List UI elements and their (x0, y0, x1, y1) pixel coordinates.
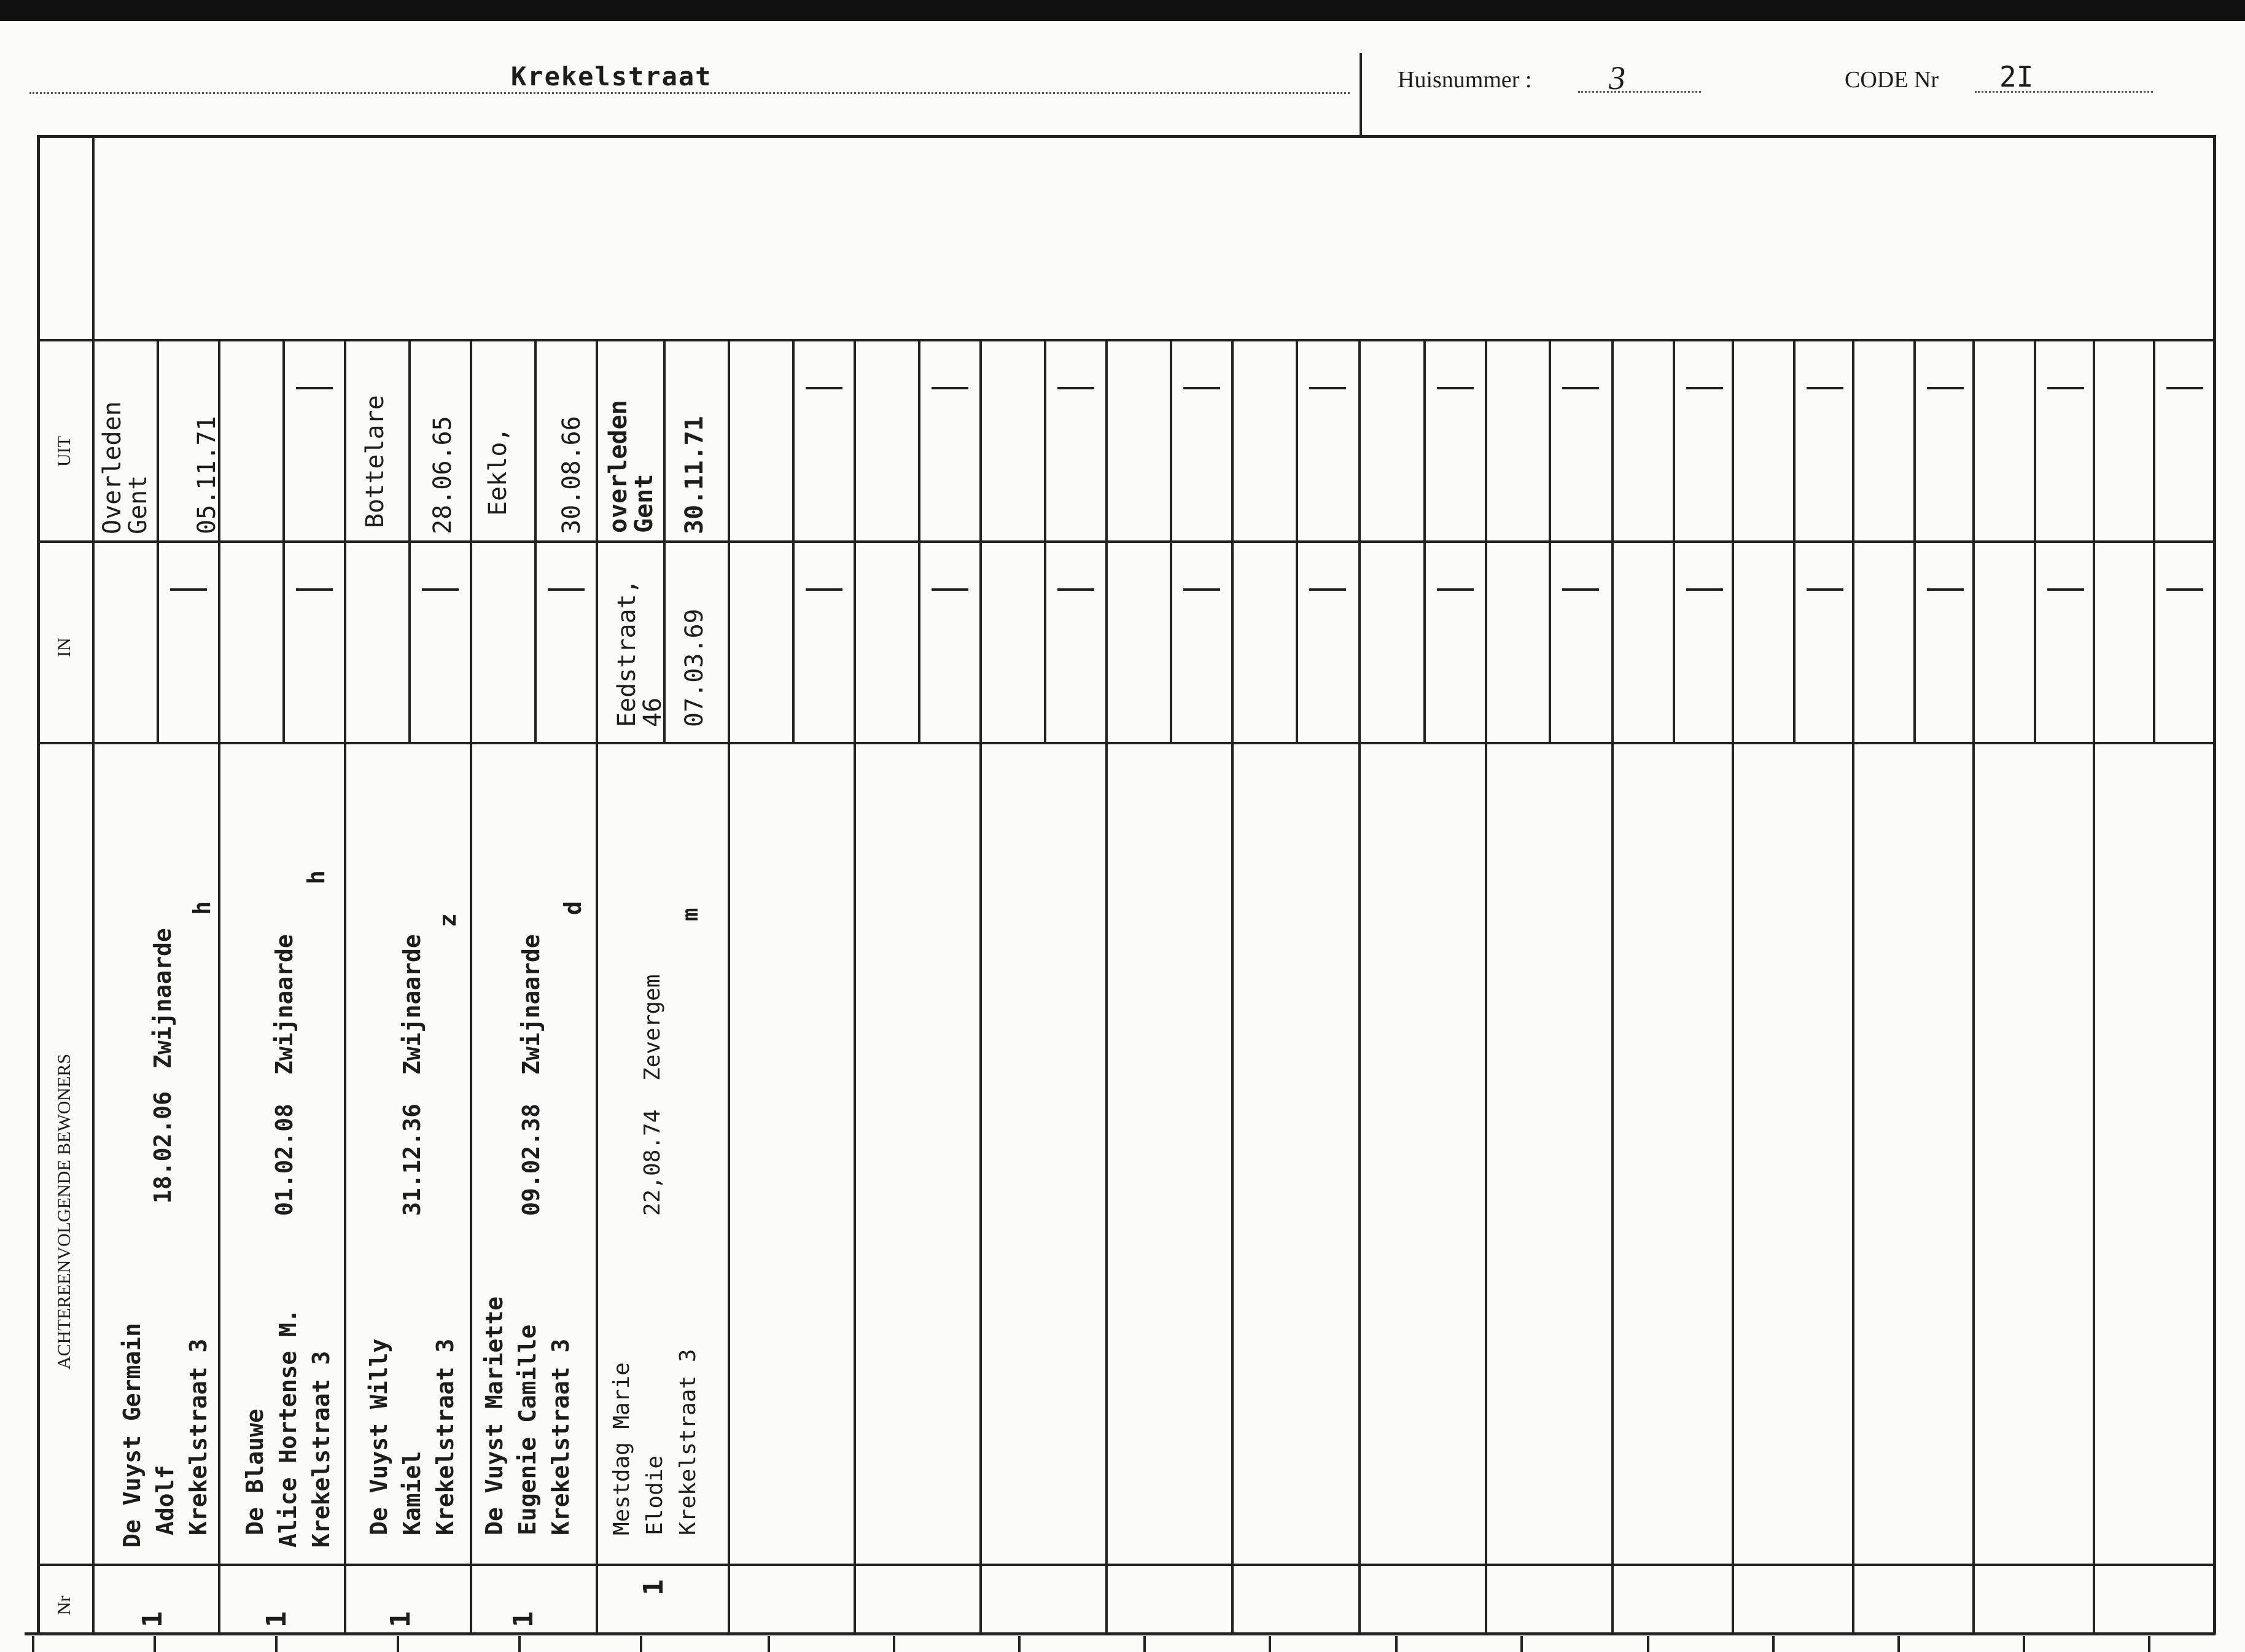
household-code: m (678, 908, 703, 921)
bottom-edge-tick (32, 1636, 34, 1652)
uit-place: overleden Gent (604, 400, 658, 533)
resident-name-2: Kamiel (399, 1451, 426, 1535)
code-value: 2I (1999, 60, 2034, 93)
resident-address: Krekelstraat 3 (675, 1349, 701, 1535)
sub-column-divider (1044, 339, 1046, 742)
household-code: h (303, 870, 330, 884)
column-divider (854, 339, 856, 1634)
sub-column-divider (792, 339, 795, 742)
resident-address: Krekelstraat 3 (432, 1338, 459, 1535)
in-bewoners-divider (37, 742, 2216, 744)
label-in: IN (54, 637, 74, 657)
bottom-edge-tick (768, 1636, 770, 1652)
resident-address: Krekelstraat 3 (308, 1350, 335, 1548)
empty-in-dash (548, 588, 585, 591)
empty-uit-dash (806, 387, 842, 389)
column-divider (1852, 339, 1854, 1634)
column-divider (1611, 339, 1614, 1634)
bottom-edge-tick (1772, 1636, 1775, 1652)
birth-place: Zwijnaarde (399, 934, 426, 1075)
column-divider (979, 339, 982, 1634)
column-divider (1358, 339, 1361, 1634)
resident-address: Krekelstraat 3 (185, 1338, 212, 1535)
resident-name-1: De Vuyst Germain (119, 1322, 146, 1548)
resident-name-2: Elodie (642, 1455, 667, 1535)
column-divider (1972, 339, 1975, 1634)
empty-in-dash (2166, 588, 2203, 591)
bottom-edge-tick (1269, 1636, 1271, 1652)
household-code: h (189, 901, 216, 915)
uit-place: Eeklo, (484, 427, 512, 516)
bottom-edge-tick (1395, 1636, 1398, 1652)
resident-name-2: Eugenie Camille (514, 1324, 541, 1535)
resident-address: Krekelstraat 3 (547, 1338, 574, 1535)
code-label: CODE Nr (1845, 67, 1939, 93)
sub-column-divider (534, 339, 537, 742)
uit-date: 30.08.66 (558, 416, 586, 534)
empty-in-dash (1562, 588, 1599, 591)
bottom-edge-tick (640, 1636, 642, 1652)
huisnummer-value: 3 (1609, 60, 1625, 96)
uit-place: Bottelare (361, 395, 389, 528)
resident-nr: 1 (508, 1611, 539, 1627)
table-top-border (37, 135, 2216, 138)
bottom-edge-tick (1520, 1636, 1523, 1652)
column-divider (1485, 339, 1487, 1634)
sub-column-divider (1673, 339, 1675, 742)
bottom-edge-tick (397, 1636, 399, 1652)
table-right-border (2213, 135, 2216, 1634)
household-code: z (434, 913, 461, 927)
in-place: Eedstraat, 46 (613, 579, 667, 727)
birth-date: 09.02.38 (518, 1103, 545, 1216)
empty-uit-dash (1686, 387, 1723, 389)
empty-uit-dash (1183, 387, 1220, 389)
column-divider (1231, 339, 1234, 1634)
empty-in-dash (296, 588, 333, 591)
bottom-edge-tick (154, 1636, 156, 1652)
empty-uit-dash (1927, 387, 1964, 389)
resident-name-1: De Blauwe (241, 1409, 268, 1535)
bottom-edge-tick (1018, 1636, 1021, 1652)
empty-in-dash (1309, 588, 1346, 591)
empty-uit-dash (296, 387, 333, 389)
bottom-edge-tick (1897, 1636, 1900, 1652)
sub-column-divider (1423, 339, 1426, 742)
uit-date: 28.06.65 (429, 416, 457, 534)
sub-column-divider (408, 339, 411, 742)
empty-in-dash (422, 588, 459, 591)
bottom-edge-tick (275, 1636, 278, 1652)
sub-column-divider (1170, 339, 1172, 742)
label-nr: Nr (54, 1596, 74, 1615)
bottom-edge-tick (2148, 1636, 2150, 1652)
label-uit: UIT (54, 436, 74, 467)
label-bewoners: ACHTEREENVOLGENDE BEWONERS (54, 1053, 74, 1370)
sub-column-divider (282, 339, 285, 742)
birth-place: Zevergem (640, 974, 665, 1081)
column-divider (1105, 339, 1108, 1634)
empty-uit-dash (2166, 387, 2203, 389)
column-divider (2093, 339, 2095, 1634)
sub-column-divider (1296, 339, 1298, 742)
empty-uit-dash (1562, 387, 1599, 389)
bottom-edge-tick (893, 1636, 895, 1652)
empty-in-dash (1807, 588, 1843, 591)
header-divider (1360, 53, 1362, 135)
empty-uit-dash (932, 387, 968, 389)
table-left-border (37, 135, 40, 1634)
resident-nr: 1 (385, 1611, 416, 1627)
empty-uit-dash (1807, 387, 1843, 389)
empty-in-dash (806, 588, 842, 591)
uit-date: 05.11.71 (193, 416, 221, 534)
birth-place: Zwijnaarde (271, 934, 298, 1075)
empty-in-dash (1437, 588, 1474, 591)
column-divider (344, 339, 346, 1634)
birth-date: 18.02.06 (149, 1091, 176, 1204)
sub-column-divider (1913, 339, 1916, 742)
sub-column-divider (2153, 339, 2155, 742)
resident-nr: 1 (638, 1579, 669, 1596)
uit-date: 30.11.71 (680, 416, 709, 534)
bottom-edge-tick (518, 1636, 521, 1652)
empty-in-dash (2047, 588, 2084, 591)
empty-uit-dash (1309, 387, 1346, 389)
scan-top-band (0, 0, 2245, 21)
resident-name-2: Alice Hortense M. (274, 1309, 302, 1548)
uit-top-line (37, 339, 2216, 341)
empty-in-dash (1686, 588, 1723, 591)
resident-nr: 1 (261, 1611, 292, 1627)
sub-column-divider (157, 339, 159, 742)
column-divider (728, 339, 730, 1634)
empty-in-dash (1927, 588, 1964, 591)
sub-column-divider (1549, 339, 1551, 742)
sub-column-divider (1793, 339, 1796, 742)
uit-in-divider (37, 540, 2216, 543)
resident-name-1: De Vuyst Mariette (481, 1296, 508, 1535)
empty-uit-dash (2047, 387, 2084, 389)
empty-in-dash (1183, 588, 1220, 591)
empty-in-dash (1057, 588, 1094, 591)
sub-column-divider (918, 339, 920, 742)
empty-uit-dash (1437, 387, 1474, 389)
resident-name-1: Mestdag Marie (609, 1362, 634, 1535)
resident-name-1: De Vuyst Willy (365, 1338, 392, 1535)
in-date: 07.03.69 (680, 609, 709, 727)
household-code: d (559, 901, 586, 915)
empty-uit-dash (1057, 387, 1094, 389)
bottom-edge-tick (1143, 1636, 1146, 1652)
street-name: Krekelstraat (511, 61, 712, 92)
empty-in-dash (170, 588, 207, 591)
label-column-border (92, 135, 95, 1634)
birth-place: Zwijnaarde (149, 928, 176, 1069)
sub-column-divider (2034, 339, 2036, 742)
birth-date: 31.12.36 (399, 1103, 426, 1216)
resident-nr: 1 (137, 1611, 168, 1627)
street-dotted-line (29, 92, 1350, 94)
huisnummer-label: Huisnummer : (1398, 67, 1532, 93)
birth-date: 01.02.08 (271, 1103, 298, 1216)
birth-date: 22,08.74 (640, 1109, 665, 1216)
bottom-edge-tick (1647, 1636, 1649, 1652)
column-divider (1732, 339, 1734, 1634)
uit-place: Overleden Gent (98, 401, 152, 534)
column-divider (596, 339, 598, 1634)
table-bottom-border (25, 1632, 2216, 1635)
birth-place: Zwijnaarde (518, 934, 545, 1075)
bottom-edge-tick (2023, 1636, 2025, 1652)
huisnummer-dotted-line (1578, 91, 1701, 93)
column-divider (470, 339, 472, 1634)
resident-name-2: Adolf (152, 1465, 179, 1535)
empty-in-dash (932, 588, 968, 591)
bewoners-nr-divider (37, 1564, 2216, 1566)
